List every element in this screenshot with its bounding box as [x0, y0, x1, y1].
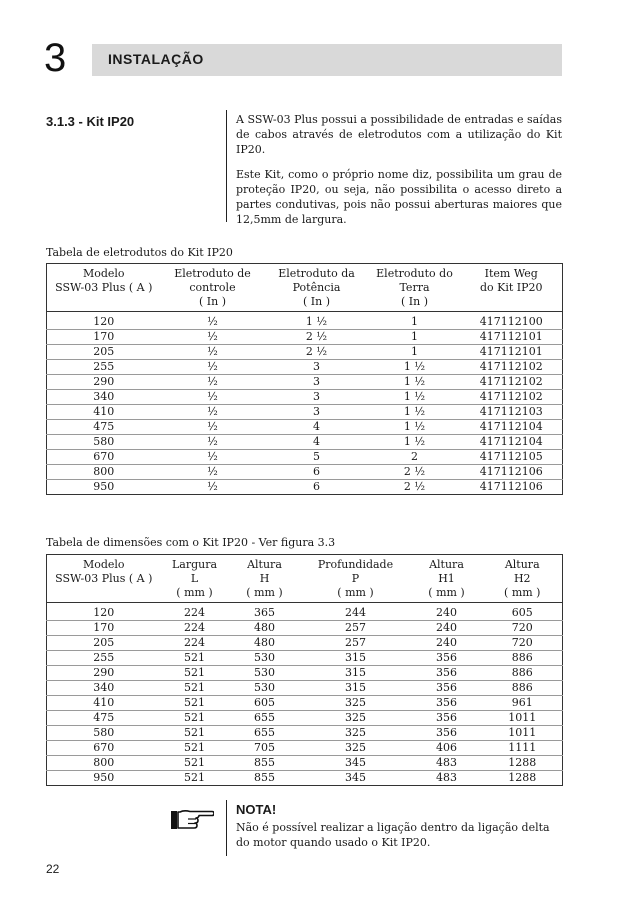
- table-cell: 521: [161, 666, 229, 681]
- table-cell: 521: [161, 681, 229, 696]
- table-cell: 417112100: [461, 312, 563, 330]
- table-cell: 340: [47, 390, 161, 405]
- table-cell: 2 ½: [265, 330, 369, 345]
- table-cell: 483: [411, 756, 483, 771]
- table-cell: 483: [436, 771, 457, 784]
- table-cell: 417112105: [461, 450, 563, 465]
- dimension-column-header-line: ( mm ): [337, 586, 374, 599]
- dimension-column-header-line: Altura: [504, 558, 540, 571]
- table-cell: 3: [265, 405, 369, 420]
- table-cell: 356: [411, 696, 483, 711]
- table-cell: 170: [47, 330, 161, 345]
- table-cell: 345: [345, 771, 366, 784]
- table-row: [47, 741, 563, 756]
- table-cell: 521: [161, 651, 229, 666]
- conduit-column-header-line: Eletroduto do: [376, 267, 453, 280]
- table-cell: 705: [229, 741, 301, 756]
- table-cell: 2 ½: [265, 345, 369, 360]
- table-cell: 670: [47, 450, 161, 465]
- table-cell: 886: [483, 666, 563, 681]
- dimension-column-header-line: Altura: [247, 558, 282, 571]
- table-cell: 356: [411, 726, 483, 741]
- table-row: [47, 435, 563, 450]
- table-cell: 325: [301, 696, 411, 711]
- dimension-column-header-line: P: [351, 572, 360, 585]
- chapter-header-bar: [92, 44, 562, 76]
- table-cell: 6: [265, 465, 369, 480]
- table-cell: 521: [161, 741, 229, 756]
- conduit-column-header-line: Item Weg: [484, 267, 538, 280]
- table-cell: 530: [229, 681, 301, 696]
- table-cell: 605: [229, 696, 301, 711]
- table-cell: 255: [47, 360, 161, 375]
- dimension-column-header: [161, 555, 229, 603]
- table-cell: ½: [161, 375, 265, 390]
- table-cell: 257: [301, 636, 411, 651]
- chapter-title: INSTALAÇÃO: [108, 51, 204, 67]
- dimension-table-caption: Tabela de dimensões com o Kit IP20 - Ver figura 3.3: [46, 536, 336, 549]
- table-cell: 1288: [508, 771, 537, 784]
- table-cell: 1011: [483, 726, 563, 741]
- table-row: [47, 390, 563, 405]
- table-cell: 886: [483, 681, 563, 696]
- table-cell: 410: [47, 696, 161, 711]
- table-cell: 475: [47, 420, 161, 435]
- table-row: [47, 636, 563, 651]
- table-row: [47, 621, 563, 636]
- table-cell: 315: [301, 681, 411, 696]
- conduit-column-header-line: Terra: [399, 281, 430, 294]
- table-row: [47, 405, 563, 420]
- table-cell: 1 ½: [369, 390, 461, 405]
- table-cell: 886: [483, 651, 563, 666]
- table-row: [47, 330, 563, 345]
- table-cell: 950: [93, 771, 115, 784]
- dimension-column-header: [47, 555, 161, 603]
- intro-paragraph: Este Kit, como o próprio nome diz, possibilita um grau de proteção IP20, ou seja, não possibilita o acesso direto a partes condutivas, pois não possui aberturas maiores que 12,5mm de largura.: [236, 168, 562, 226]
- table-cell: 1 ½: [369, 435, 461, 450]
- table-row: [47, 420, 563, 435]
- conduit-column-header-line: ( In ): [302, 295, 330, 308]
- chapter-number: 3: [44, 36, 67, 80]
- table-row: [47, 450, 563, 465]
- table-cell: 120: [47, 312, 161, 330]
- conduit-column-header: [265, 264, 369, 312]
- table-row: [47, 465, 563, 480]
- conduit-column-header-line: do Kit IP20: [479, 281, 543, 294]
- table-cell: 580: [47, 435, 161, 450]
- table-cell: ½: [161, 345, 265, 360]
- intro-paragraph: A SSW-03 Plus possui a possibilidade de entradas e saídas de cabos através de eletrodutos com a utilização do Kit IP20.: [236, 113, 562, 156]
- table-cell: 1: [369, 330, 461, 345]
- table-row: [47, 771, 563, 786]
- table-cell: 521: [161, 696, 229, 711]
- table-cell: 855: [254, 771, 275, 784]
- table-cell: 290: [47, 375, 161, 390]
- table-cell: 655: [229, 711, 301, 726]
- table-cell: 315: [301, 666, 411, 681]
- table-cell: 240: [411, 636, 483, 651]
- conduit-column-header: [47, 264, 161, 312]
- table-cell: 530: [229, 666, 301, 681]
- table-cell: 406: [411, 741, 483, 756]
- table-cell: 356: [411, 681, 483, 696]
- table-cell: 170: [47, 621, 161, 636]
- table-row: [47, 696, 563, 711]
- table-cell: 521: [184, 771, 205, 784]
- note-divider: [226, 800, 227, 856]
- table-cell: 205: [47, 636, 161, 651]
- table-cell: 670: [47, 741, 161, 756]
- dimension-column-header: [483, 555, 563, 603]
- table-cell: 417112104: [461, 435, 563, 450]
- table-cell: 325: [301, 726, 411, 741]
- table-cell: 521: [161, 711, 229, 726]
- table-cell: 290: [47, 666, 161, 681]
- table-cell: 4: [265, 420, 369, 435]
- conduit-column-header-line: ( In ): [400, 295, 428, 308]
- note-text: Não é possível realizar a ligação dentro da ligação delta do motor quando usado o Kit IP20.: [236, 821, 550, 849]
- conduit-column-header: [461, 264, 563, 312]
- table-cell: 1 ½: [369, 360, 461, 375]
- table-cell: 521: [161, 756, 229, 771]
- table-cell: 417112101: [461, 345, 563, 360]
- dimension-column-header-line: SSW-03 Plus ( A ): [55, 572, 153, 585]
- conduit-table-header-row: [47, 264, 563, 312]
- dimension-column-header-line: Largura: [171, 558, 218, 571]
- table-row: [47, 711, 563, 726]
- table-cell: 1 ½: [369, 375, 461, 390]
- table-cell: 2 ½: [403, 480, 426, 493]
- table-cell: 1011: [483, 711, 563, 726]
- table-cell: 417112102: [461, 390, 563, 405]
- table-cell: 224: [161, 636, 229, 651]
- conduit-column-header-line: controle: [189, 281, 236, 294]
- table-cell: 605: [483, 603, 563, 621]
- table-cell: 475: [47, 711, 161, 726]
- table-cell: 855: [229, 756, 301, 771]
- conduit-column-header-line: Potência: [292, 281, 341, 294]
- table-cell: 120: [47, 603, 161, 621]
- conduit-column-header: [161, 264, 265, 312]
- table-row: [47, 726, 563, 741]
- table-cell: 345: [301, 756, 411, 771]
- conduit-column-header-line: Eletroduto da: [278, 267, 355, 280]
- dimension-table-header-row: [47, 555, 563, 603]
- table-cell: 315: [301, 651, 411, 666]
- table-cell: 224: [161, 603, 229, 621]
- table-cell: 205: [47, 345, 161, 360]
- table-row: [47, 603, 563, 621]
- intro-divider: [226, 110, 227, 222]
- table-cell: 480: [229, 636, 301, 651]
- table-cell: ½: [161, 435, 265, 450]
- table-cell: 356: [411, 666, 483, 681]
- conduit-column-header-line: Modelo: [82, 267, 125, 280]
- dimension-column-header: [301, 555, 411, 603]
- table-cell: 340: [47, 681, 161, 696]
- conduit-table: [46, 263, 563, 495]
- table-row: [47, 312, 563, 330]
- table-cell: 1111: [483, 741, 563, 756]
- conduit-column-header: [369, 264, 461, 312]
- conduit-column-header-line: ( In ): [198, 295, 226, 308]
- conduit-column-header-line: Eletroduto de: [174, 267, 251, 280]
- table-cell: 240: [411, 603, 483, 621]
- table-cell: 417112106: [461, 465, 563, 480]
- dimension-column-header-line: Modelo: [82, 558, 125, 571]
- table-row: [47, 480, 563, 495]
- dimension-column-header-line: Profundidade: [317, 558, 394, 571]
- table-cell: 257: [301, 621, 411, 636]
- table-cell: 655: [229, 726, 301, 741]
- table-cell: 417112101: [461, 330, 563, 345]
- pointing-hand-icon: [170, 806, 214, 832]
- table-cell: 2: [369, 450, 461, 465]
- table-cell: 950: [93, 480, 115, 493]
- dimension-column-header-line: H: [259, 572, 270, 585]
- table-cell: 480: [229, 621, 301, 636]
- table-cell: 365: [229, 603, 301, 621]
- intro-text: [236, 112, 562, 237]
- table-row: [47, 345, 563, 360]
- table-cell: ½: [161, 420, 265, 435]
- table-cell: 3: [265, 390, 369, 405]
- conduit-table-caption: Tabela de eletrodutos do Kit IP20: [46, 246, 233, 259]
- table-cell: ½: [161, 312, 265, 330]
- table-cell: 1: [369, 312, 461, 330]
- dimension-column-header-line: H2: [513, 572, 531, 585]
- dimension-column-header-line: ( mm ): [504, 586, 541, 599]
- table-cell: 1: [369, 345, 461, 360]
- table-cell: 325: [301, 741, 411, 756]
- dimension-column-header-line: L: [190, 572, 199, 585]
- table-cell: 417112102: [461, 360, 563, 375]
- table-cell: 240: [411, 621, 483, 636]
- dimension-column-header: [229, 555, 301, 603]
- table-cell: 580: [47, 726, 161, 741]
- table-cell: 961: [483, 696, 563, 711]
- table-row: [47, 756, 563, 771]
- table-cell: ½: [161, 330, 265, 345]
- table-cell: 2 ½: [369, 465, 461, 480]
- table-cell: 4: [265, 435, 369, 450]
- table-row: [47, 651, 563, 666]
- table-cell: 255: [47, 651, 161, 666]
- table-cell: ½: [161, 360, 265, 375]
- table-row: [47, 681, 563, 696]
- table-cell: ½: [161, 465, 265, 480]
- dimension-column-header-line: ( mm ): [246, 586, 283, 599]
- table-cell: 720: [483, 636, 563, 651]
- table-cell: ½: [207, 480, 218, 493]
- table-cell: 800: [47, 465, 161, 480]
- dimension-table: [46, 554, 563, 786]
- table-cell: 356: [411, 711, 483, 726]
- dimension-column-header: [411, 555, 483, 603]
- table-cell: 5: [265, 450, 369, 465]
- table-cell: 325: [301, 711, 411, 726]
- table-cell: 3: [265, 360, 369, 375]
- table-cell: 6: [313, 480, 320, 493]
- table-cell: 417112103: [461, 405, 563, 420]
- table-cell: 521: [161, 726, 229, 741]
- note-title: NOTA!: [236, 802, 277, 817]
- table-cell: 530: [229, 651, 301, 666]
- dimension-column-header-line: ( mm ): [428, 586, 465, 599]
- dimension-column-header-line: Altura: [429, 558, 464, 571]
- table-row: [47, 375, 563, 390]
- table-cell: 417112106: [479, 480, 543, 493]
- table-cell: 720: [483, 621, 563, 636]
- table-cell: 1 ½: [369, 405, 461, 420]
- table-cell: 410: [47, 405, 161, 420]
- dimension-column-header-line: H1: [438, 572, 455, 585]
- dimension-column-header-line: ( mm ): [176, 586, 213, 599]
- table-cell: 800: [47, 756, 161, 771]
- table-cell: 1 ½: [265, 312, 369, 330]
- table-cell: 356: [411, 651, 483, 666]
- table-row: [47, 360, 563, 375]
- table-cell: 224: [161, 621, 229, 636]
- table-cell: ½: [161, 390, 265, 405]
- table-cell: 244: [301, 603, 411, 621]
- table-cell: 1 ½: [369, 420, 461, 435]
- conduit-column-header-line: SSW-03 Plus ( A ): [55, 281, 153, 294]
- table-row: [47, 666, 563, 681]
- table-cell: ½: [161, 450, 265, 465]
- table-cell: 417112102: [461, 375, 563, 390]
- table-cell: 1288: [483, 756, 563, 771]
- table-cell: ½: [161, 405, 265, 420]
- table-cell: 417112104: [461, 420, 563, 435]
- section-title: 3.1.3 - Kit IP20: [46, 114, 135, 129]
- page-number: 22: [46, 862, 60, 876]
- table-cell: 3: [265, 375, 369, 390]
